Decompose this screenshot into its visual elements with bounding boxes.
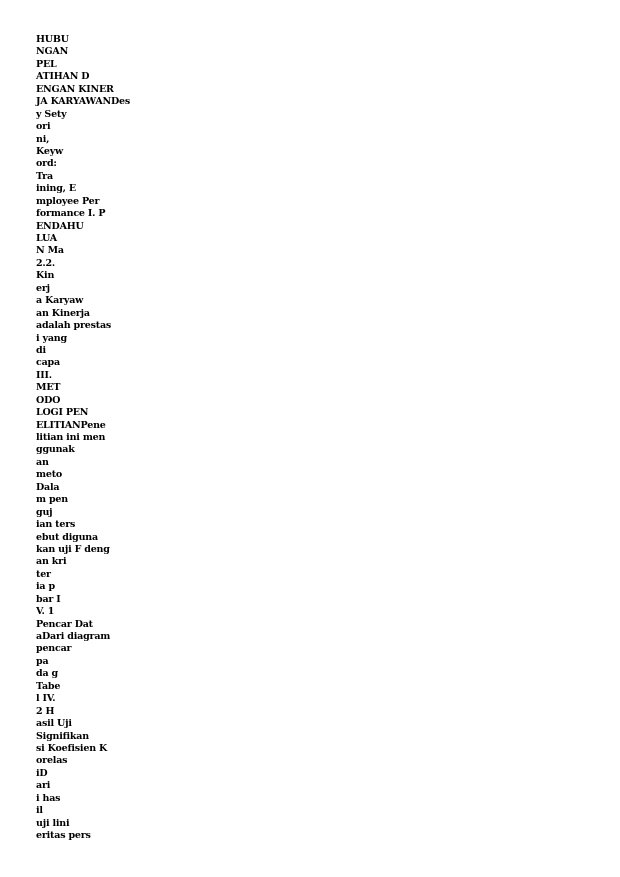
text-line: uji lini — [36, 817, 70, 829]
text-line: y Sety — [36, 108, 67, 120]
text-line: m pen — [36, 494, 68, 506]
text-line: LOGI PEN — [36, 407, 89, 419]
text-line: erj — [36, 282, 50, 294]
text-line: an — [36, 456, 49, 468]
text-line: HUBU — [36, 34, 69, 45]
text-line: bar I — [36, 593, 61, 605]
text-line: 2.2. — [36, 257, 56, 269]
text-line: III. — [36, 369, 52, 381]
text-line: Pencar Dat — [36, 618, 93, 630]
text-line: N Ma — [36, 245, 64, 257]
text-line: i yang — [36, 332, 67, 344]
text-line: ord: — [36, 158, 57, 170]
text-line: a Karyaw — [36, 295, 84, 307]
text-line: ni, — [36, 133, 50, 145]
text-line: litian ini men — [36, 432, 106, 443]
text-line: da g — [36, 668, 58, 680]
text-line: iD — [36, 767, 48, 779]
text-line: ebut diguna — [36, 531, 98, 543]
text-line: orelas — [36, 755, 68, 767]
text-line: Keyw — [36, 145, 63, 157]
text-line: ter — [36, 568, 51, 580]
text-line: aDari diagram — [36, 631, 111, 642]
text-line: l IV. — [36, 693, 56, 705]
text-line: kan uji F deng — [36, 543, 110, 555]
text-line: il — [36, 805, 43, 817]
text-line: di — [36, 344, 46, 356]
text-line: ia p — [36, 581, 55, 593]
text-line: V. 1 — [36, 606, 55, 618]
text-line: LUA — [36, 233, 57, 244]
text-line: ining, E — [36, 183, 76, 195]
text-line: si Koefisien K — [36, 742, 108, 754]
text-line: MET — [36, 382, 61, 394]
text-line: ggunak — [36, 444, 75, 456]
text-line: pa — [36, 655, 49, 667]
text-line: asil Uji — [36, 718, 72, 730]
text-line: 2 H — [36, 705, 55, 717]
text-line: ODO — [36, 394, 61, 406]
text-line: formance I. P — [36, 208, 106, 220]
text-line: JA KARYAWANDes — [36, 96, 131, 108]
text-line: ENGAN KINER — [36, 83, 114, 95]
text-line: Kin — [36, 270, 55, 282]
text-line: capa — [36, 357, 60, 369]
text-line: ATIHAN D — [36, 71, 90, 83]
text-line: an Kinerja — [36, 307, 90, 319]
text-line: mployee Per — [36, 195, 100, 207]
text-line: Tabe — [36, 680, 61, 692]
text-line: pencar — [36, 643, 72, 655]
text-line: Dala — [36, 481, 60, 493]
text-line: Tra — [36, 170, 53, 182]
text-line: ian ters — [36, 519, 76, 531]
text-line: ENDAHU — [36, 220, 84, 232]
text-line: i has — [36, 792, 61, 804]
text-line: ari — [36, 780, 51, 792]
text-line: meto — [36, 469, 63, 481]
text-line: an kri — [36, 556, 67, 568]
text-line: ELITIANPene — [36, 419, 106, 431]
text-line: adalah prestas — [36, 320, 112, 332]
text-line: NGAN — [36, 46, 69, 58]
text-line: eritas pers — [36, 830, 91, 841]
text-line: ori — [36, 121, 51, 133]
text-line: PEL — [36, 58, 57, 70]
text-line: guj — [36, 506, 53, 518]
text-line: Signifikan — [36, 730, 89, 742]
document-text-column — [36, 34, 236, 842]
